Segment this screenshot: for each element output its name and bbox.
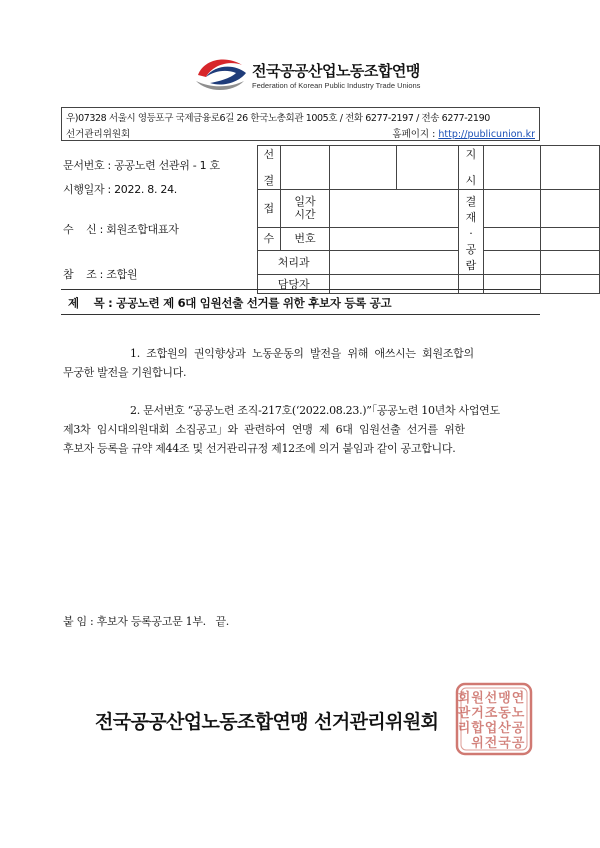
beonho-box — [330, 227, 459, 251]
seal-glyph: 전 — [484, 736, 498, 751]
damdangja-box — [330, 275, 459, 294]
seal-glyph: 리 — [457, 721, 471, 736]
gyeoljae-box-1 — [483, 190, 540, 228]
seal-glyph: 연 — [511, 691, 525, 706]
gyeoljae-box-4 — [540, 227, 599, 251]
body-p1-line1: 1. 조합원의 권익향상과 노동운동의 발전을 위해 애쓰시는 회원조합의 — [130, 347, 474, 360]
seal-glyph: 조 — [484, 706, 498, 721]
seal-glyph: 노 — [511, 706, 525, 721]
issue-date-label: 시행일자 : — [63, 183, 115, 196]
sun-gyeol-box-2 — [330, 146, 397, 190]
subject-text: 공공노련 제 6대 임원선출 선거를 위한 후보자 등록 공고 — [116, 296, 392, 310]
address-line: 우)07328 서울시 영등포구 국제금융로6길 26 한국노총회관 1005호 / 전화 6277-2197 / 전송 6277-2190 — [66, 113, 490, 124]
seal-glyph: 관 — [457, 706, 471, 721]
jisi-box-1 — [483, 146, 540, 190]
ilja-sigan-cell: 일자 시간 — [280, 190, 330, 228]
seal-glyph: 동 — [498, 706, 511, 721]
jeop-cell: 접 — [258, 190, 281, 228]
subject-divider-bottom — [61, 314, 540, 315]
homepage-label: 홈페이지 : — [392, 129, 439, 140]
approval-table — [257, 145, 600, 294]
recipient — [63, 221, 179, 237]
doc-number — [63, 157, 220, 173]
jisi-cell: 지 시 — [459, 146, 484, 190]
beonho-cell: 번호 — [280, 227, 330, 251]
reference-label: 참 조 : — [63, 268, 107, 281]
seal-glyph: 합 — [471, 721, 484, 736]
recipient-label: 수 신 : — [63, 223, 107, 236]
gyeoljae-box-7 — [483, 275, 540, 294]
seal-glyph: 거 — [471, 706, 484, 721]
seal-glyph: 업 — [484, 721, 498, 736]
cheorigwa-box — [330, 251, 459, 275]
cheorigwa-cell: 처리과 — [258, 251, 330, 275]
seal-glyph: 국 — [498, 736, 511, 751]
damdangja-cell: 담당자 — [258, 275, 330, 294]
reference — [63, 266, 137, 282]
gyeoljae-box-8 — [540, 275, 599, 294]
seal-glyph: 공 — [511, 736, 525, 751]
issue-date — [63, 181, 177, 197]
seal-glyph: 회 — [457, 691, 471, 706]
subject — [68, 295, 391, 311]
body-p1-line2: 무궁한 발전을 기원합니다. — [63, 366, 187, 379]
attachment: 붙 임 : 후보자 등록공고문 1부. 끝. — [63, 615, 229, 628]
seal-glyph: 공 — [511, 721, 525, 736]
damdangja-gap — [459, 275, 484, 294]
doc-number-value: 공공노련 선관위 - 1 호 — [114, 159, 220, 172]
sun-gyeol-cell: 선 결 — [258, 146, 281, 190]
reference-value: 조합원 — [106, 268, 138, 281]
official-seal-icon — [454, 681, 534, 757]
subject-divider-top — [61, 289, 540, 290]
union-logo-icon — [192, 53, 250, 93]
homepage-link[interactable]: http://publicunion.kr — [438, 129, 535, 140]
jisi-box-2 — [540, 146, 599, 190]
seal-glyph: 맹 — [498, 691, 511, 706]
issuer-name: 전국공공산업노동조합연맹 선거관리위원회 — [95, 711, 439, 733]
issue-date-value: 2022. 8. 24. — [114, 183, 177, 196]
org-name-ko: 전국공공산업노동조합연맹 — [252, 62, 420, 80]
ilja-sigan-box — [330, 190, 459, 228]
gyeoljae-box-3 — [483, 227, 540, 251]
body-p2-line1: 2. 문서번호 “공공노련 조직-217호(‘2022.08.23.)”「공공노련 10년차 사업연도 — [130, 404, 500, 417]
seal-glyph: 선 — [484, 691, 498, 706]
gyeoljae-box-6 — [540, 251, 599, 275]
org-name-en: Federation of Korean Public Industry Trade Unions — [252, 81, 421, 90]
gyeoljae-gongram-cell: 결 재 · 공 람 — [459, 190, 484, 275]
seal-glyph: 산 — [498, 721, 511, 736]
subject-label: 제 목 : — [68, 296, 117, 310]
su-cell: 수 — [258, 227, 281, 251]
gyeoljae-box-2 — [540, 190, 599, 228]
seal-glyph: 위 — [471, 736, 484, 751]
body-p2-line2: 제3차 임시대의원대회 소집공고」와 관련하여 연맹 제 6대 임원선출 선거를 위한 — [63, 423, 465, 436]
gyeoljae-box-5 — [483, 251, 540, 275]
department: 선거관리위원회 — [66, 129, 131, 140]
seal-glyph: 원 — [471, 691, 484, 706]
homepage — [392, 126, 535, 140]
sun-gyeol-box-3 — [397, 146, 459, 190]
body-p2-line3: 후보자 등록을 규약 제44조 및 선거관리규정 제12조에 의거 붙임과 같이 공고합니다. — [63, 442, 456, 455]
recipient-value: 회원조합대표자 — [106, 223, 179, 236]
address-box — [61, 107, 540, 141]
doc-number-label: 문서번호 : — [63, 159, 115, 172]
sun-gyeol-box-1 — [280, 146, 330, 190]
